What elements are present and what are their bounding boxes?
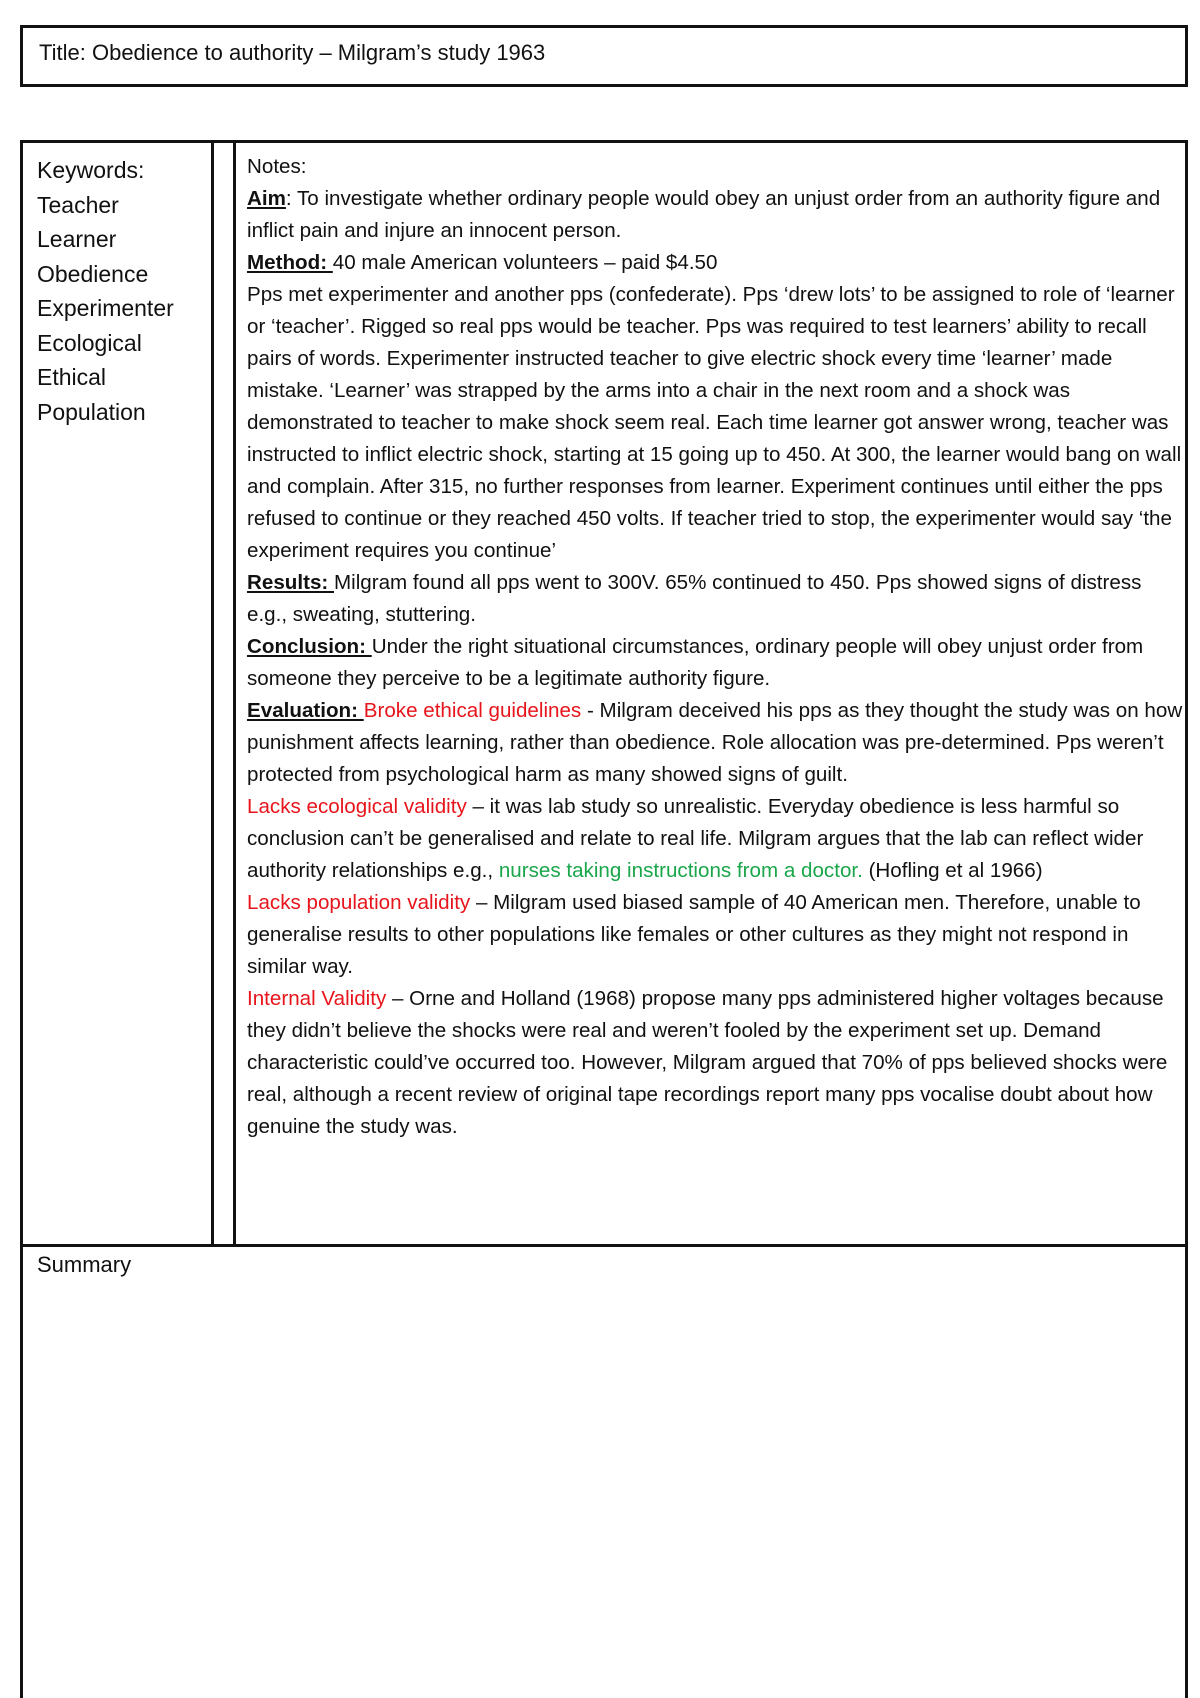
method-paragraph [247,247,1187,279]
method-detail: Pps met experimenter and another pps (confederate). Pps ‘drew lots’ to be assigned to role of ‘learner or ‘teacher’. Rigged so real pps would be teacher. Pps was required to test learners’ ability to recall pairs of words. Experimenter instructed teacher to give electric shock every time ‘learner’ made mistake. ‘Learner’ was strapped by the arms into a chair in the next room and a shock was demonstrated to teacher to make shock seem real. Each time learner got answer wrong, teacher was instructed to inflict electric shock, starting at 15 going up to 450. At 300, the learner would bang on wall and complain. After 315, no further responses from learner. Experiment continues until either the pps refused to continue or they reached 450 volts. If teacher tried to stop, the experimenter would say ‘the experiment requires you continue’ [247,283,1182,562]
keyword-item: Learner [37,226,117,252]
evaluation-ethical [247,695,1187,791]
results-paragraph [247,567,1187,631]
eval-internal-heading: Internal Validity [247,987,387,1010]
notes-heading: Notes: [247,155,307,178]
keyword-item: Ethical [37,364,107,390]
aim-text: : To investigate whether ordinary people would obey an unjust order from an authority figure and inflict pain and injure an innocent person. [247,187,1161,242]
cornell-notes-box [20,140,1188,1698]
method-text: 40 male American volunteers – paid $4.50 [332,251,718,274]
conclusion-text: Under the right situational circumstances, ordinary people will obey unjust order from someone they perceive to be a legitimate authority figure. [247,635,1144,690]
method-label: Method: [247,251,333,274]
keywords-list [37,153,174,429]
page-title: Title: Obedience to authority – Milgram’s study 1963 [39,40,546,65]
eval-ecological-text: – it was lab study so unrealistic. Everyday obedience is less harmful so conclusion can’t be generalised and relate to real life. Milgram argues that the lab can reflect wider authority relationships e.g., [247,795,1144,882]
eval-ecological-heading: Lacks ecological validity [247,795,467,818]
title-box [20,25,1188,87]
evaluation-population [247,887,1187,983]
column-divider [233,143,236,1244]
keyword-item: Teacher [37,191,119,218]
conclusion-label: Conclusion: [247,635,372,658]
keywords-column [23,143,214,1244]
keyword-item: Obedience [37,260,149,287]
eval-internal-text: – Orne and Holland (1968) propose many pps administered higher voltages because they didn’t believe the shocks were real and weren’t fooled by the experiment set up. Demand characteristic could’ve occurred too. However, Milgram argued that 70% of pps believed shocks were real, although a recent review of original tape recordings report many pps vocalise doubt about how genuine the study was. [247,987,1168,1138]
eval-population-heading: Lacks population validity [247,891,471,914]
results-text: Milgram found all pps went to 300V. 65% continued to 450. Pps showed signs of distress e.g., sweating, stuttering. [247,571,1142,626]
aim-label: Aim [247,187,286,210]
eval-ecological-example: nurses taking instructions from a doctor. [498,859,863,882]
summary-divider [23,1244,1185,1247]
conclusion-paragraph [247,631,1187,695]
keywords-heading: Keywords: [37,157,145,183]
summary-label: Summary [37,1252,132,1277]
eval-ecological-reference: (Hofling et al 1966) [862,859,1043,882]
evaluation-internal [247,983,1187,1143]
evaluation-ecological [247,791,1187,887]
eval-ethical-text: - Milgram deceived his pps as they thought the study was on how punishment affects learning, rather than obedience. Role allocation was pre-determined. Pps weren’t protected from psychological harm as many showed signs of guilt. [247,699,1183,786]
keyword-item: Experimenter [37,295,174,321]
keyword-item: Population [37,398,146,425]
aim-paragraph [247,183,1187,247]
eval-population-text: – Milgram used biased sample of 40 American men. Therefore, unable to generalise results to other populations like females or other cultures as they might not respond in similar way. [247,891,1141,978]
keyword-item: Ecological [37,329,142,356]
results-label: Results: [247,571,334,594]
eval-ethical-heading: Broke ethical guidelines [363,699,582,722]
evaluation-label: Evaluation: [247,699,364,722]
notes-section [247,151,1187,1143]
